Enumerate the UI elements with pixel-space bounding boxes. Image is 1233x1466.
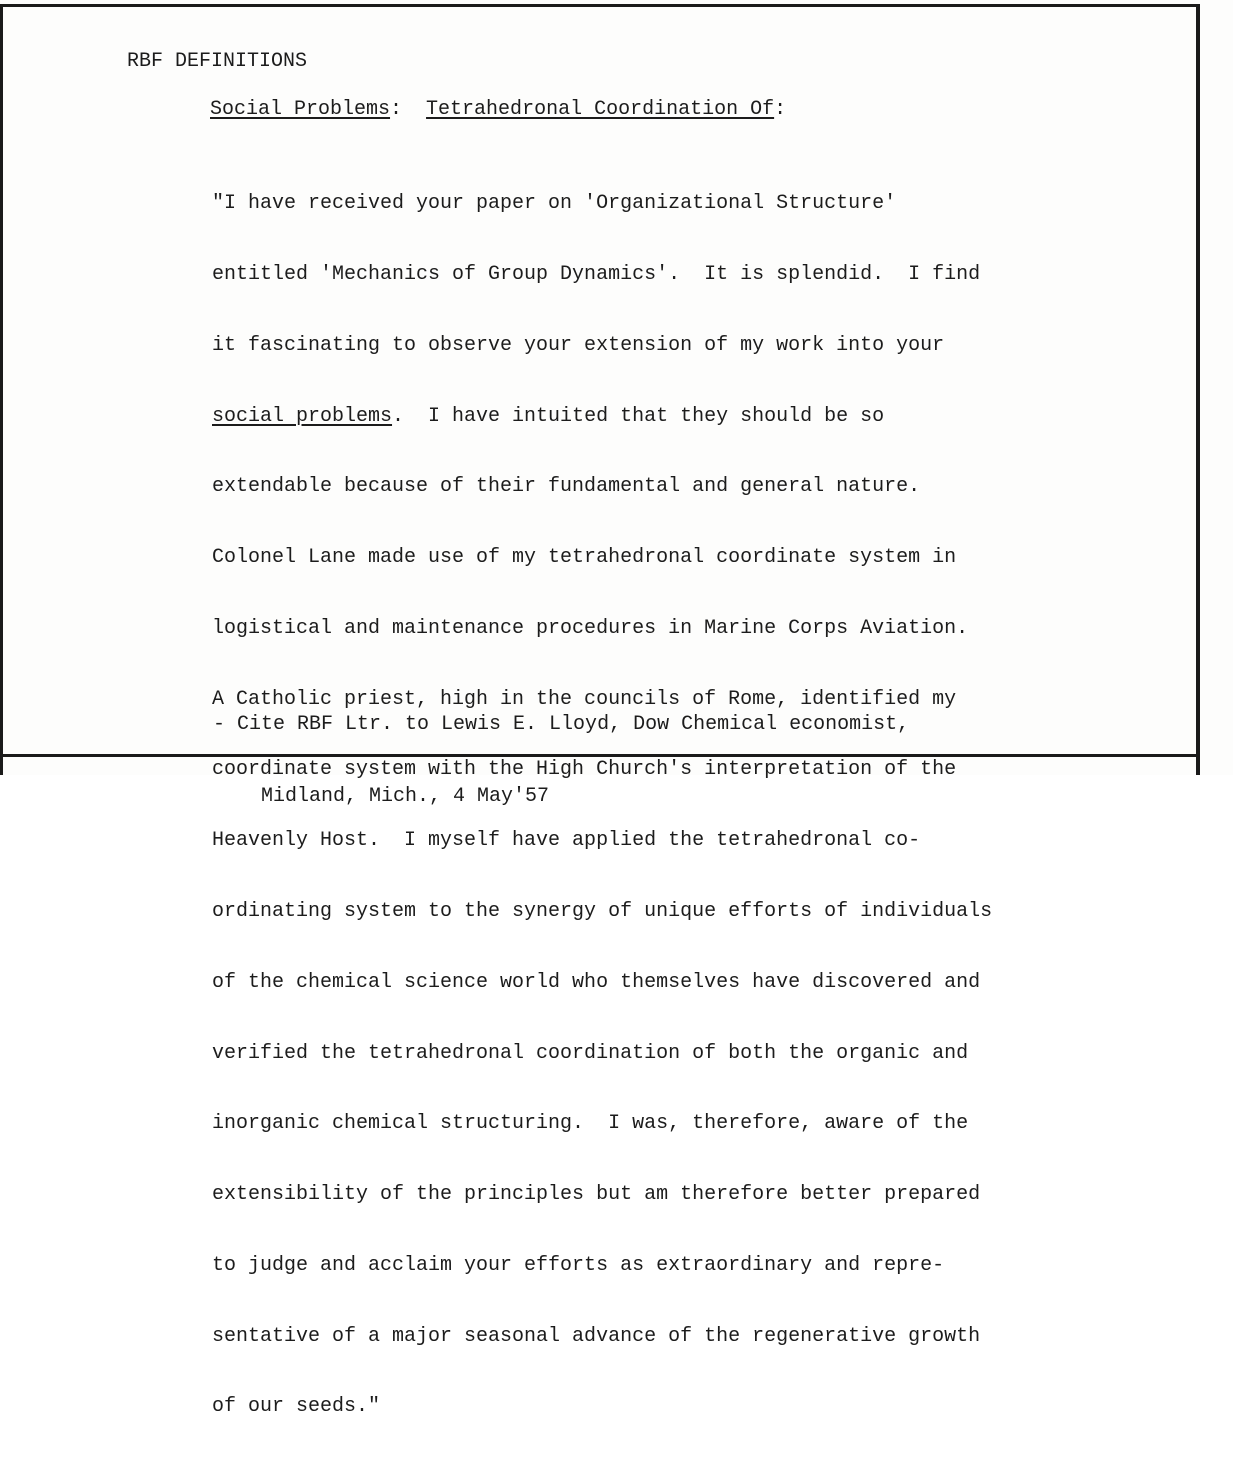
quote-line: A Catholic priest, high in the councils of Rome, identified my — [212, 687, 957, 711]
quote-line: logistical and maintenance procedures in Marine Corps Aviation. — [212, 616, 969, 640]
quote-line: "I have received your paper on 'Organizational Structure' — [212, 192, 897, 216]
frame-top-border — [0, 4, 1200, 7]
quote-line: coordinate system with the High Church's interpretation of the — [212, 758, 957, 782]
underlined-phrase: social problems — [212, 404, 393, 428]
quote-line: Colonel Lane made use of my tetrahedronal coordinate system in — [212, 546, 957, 570]
citation — [213, 665, 909, 857]
quote-line: sentative of a major seasonal advance of the regenerative growth — [212, 1324, 981, 1348]
quote-line: to judge and acclaim your efforts as extraordinary and repre- — [212, 1253, 945, 1277]
citation-line: - Cite RBF Ltr. to Lewis E. Lloyd, Dow Chemical economist, — [213, 713, 910, 736]
quote-line: inorganic chemical structuring. I was, therefore, aware of the — [212, 1112, 969, 1136]
definition-subtopic: Tetrahedronal Coordination Of — [426, 98, 775, 121]
document-header: RBF DEFINITIONS — [127, 50, 308, 73]
frame-right-border — [1196, 4, 1200, 775]
quote-line: extensibility of the principles but am therefore better prepared — [212, 1183, 981, 1207]
quote-line — [212, 405, 992, 429]
definition-topic: Social Problems — [210, 98, 391, 121]
quote-line: verified the tetrahedronal coordination of both the organic and — [212, 1041, 969, 1065]
quote-line: of the chemical science world who themselves have discovered and — [212, 970, 981, 994]
definition-title — [210, 97, 786, 123]
quote-line: of our seeds." — [212, 1395, 381, 1419]
frame-left-border — [0, 4, 3, 775]
quote-line: extendable because of their fundamental and general nature. — [212, 475, 921, 499]
definition-separator: : — [390, 98, 427, 121]
quote-line: entitled 'Mechanics of Group Dynamics'. It is splendid. I find — [212, 262, 981, 286]
quote-line: Heavenly Host. I myself have applied the tetrahedronal co- — [212, 829, 921, 853]
quote-line: it fascinating to observe your extension of my work into your — [212, 333, 945, 357]
quote-line: ordinating system to the synergy of unique efforts of individuals — [212, 900, 993, 923]
definition-end: : — [774, 98, 787, 121]
quote-line-rest: . I have intuited that they should be so — [392, 404, 885, 428]
citation-line: Midland, Mich., 4 May'57 — [213, 785, 550, 808]
